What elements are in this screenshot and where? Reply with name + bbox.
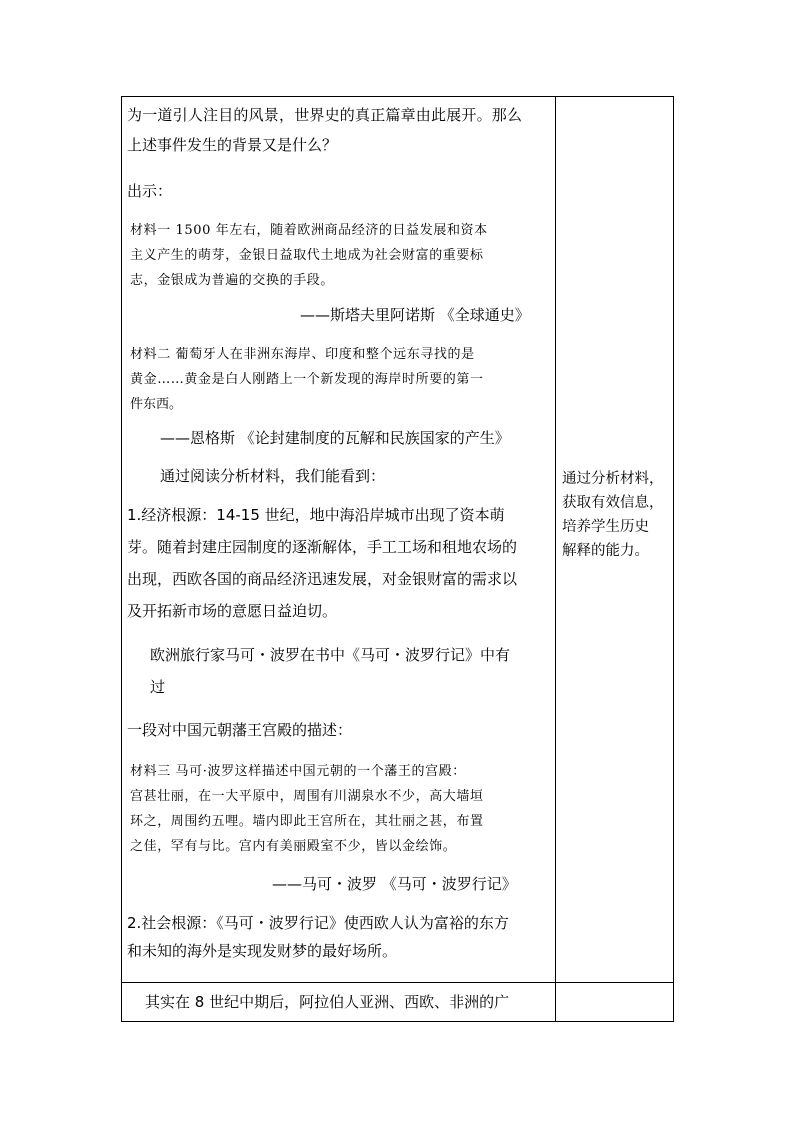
point-1-text: 及开拓新市场的意愿日益迫切。	[127, 602, 338, 620]
teaching-intent-text: 获取有效信息，	[562, 495, 664, 511]
point-2-text: 2.社会根源：《马可・波罗行记》使西欧人认为富裕的东方	[127, 914, 509, 932]
material-1-text: 志，金银成为普遍的交换的手段。	[130, 273, 335, 288]
polo-intro: 欧洲旅行家马可・波罗在书中《马可・波罗行记》中有	[150, 646, 511, 664]
polo-intro: 过	[150, 678, 166, 696]
next-row-text: 其实在 8 世纪中期后，阿拉伯人亚洲、西欧、非洲的广	[145, 993, 510, 1011]
table-border-right	[673, 96, 674, 1022]
material-1-text: 主义产生的萌芽，金银日益取代土地成为社会财富的重要标	[130, 248, 484, 263]
material-2-source: ——恩格斯 《论封建制度的瓦解和民族国家的产生》	[160, 429, 510, 447]
point-1-text: 出现，西欧各国的商品经济迅速发展，对金银财富的需求以	[127, 570, 518, 588]
table-column-divider	[555, 96, 556, 1022]
polo-intro: 一段对中国元朝藩王宫殿的描述：	[127, 721, 353, 739]
analysis-intro: 通过阅读分析材料，我们能看到：	[160, 467, 386, 485]
material-1-source: ——斯塔夫里阿诺斯 《全球通史》	[300, 306, 530, 324]
point-1-text: 1.经济根源：14-15 世纪，地中海沿岸城市出现了资本萌	[127, 506, 505, 524]
material-2-text: 件东西。	[130, 397, 183, 412]
material-3-text: 之佳，罕有与比。宫内有美丽殿室不少，皆以金绘饰。	[130, 839, 457, 854]
material-3-source: ——马可・波罗 《马可・波罗行记》	[272, 875, 517, 893]
table-border-left	[121, 96, 122, 1022]
show-label: 出示：	[127, 182, 173, 200]
point-1-text: 芽。随着封建庄园制度的逐渐解体，手工工场和租地农场的	[127, 538, 518, 556]
material-2-text: 黄金……黄金是白人刚踏上一个新发现的海岸时所要的第一	[130, 372, 484, 387]
teaching-intent-text: 培养学生历史	[562, 519, 649, 535]
teaching-intent-text: 解释的能力。	[562, 543, 649, 559]
intro-text-line: 为一道引人注目的风景，世界史的真正篇章由此展开。那么	[127, 106, 523, 124]
table-border-top	[121, 96, 674, 97]
material-1-text: 材料一 1500 年左右，随着欧洲商品经济的日益发展和资本	[130, 223, 488, 238]
table-border-bottom	[121, 1021, 674, 1022]
material-3-text: 环之，周围约五哩。墙内即此王宫所在，其壮丽之甚，布置	[130, 814, 484, 829]
table-row-divider	[121, 982, 674, 983]
teaching-intent-text: 通过分析材料，	[562, 471, 664, 487]
intro-text-line: 上述事件发生的背景又是什么？	[127, 136, 338, 154]
material-3-text: 宫甚壮丽，在一大平原中，周围有川湖泉水不少，高大墙垣	[130, 789, 484, 804]
point-2-text: 和未知的海外是实现发财梦的最好场所。	[127, 942, 398, 960]
material-3-text: 材料三 马可·波罗这样描述中国元朝的一个藩王的宫殿：	[130, 764, 466, 779]
material-2-text: 材料二 葡萄牙人在非洲东海岸、印度和整个远东寻找的是	[130, 347, 475, 362]
